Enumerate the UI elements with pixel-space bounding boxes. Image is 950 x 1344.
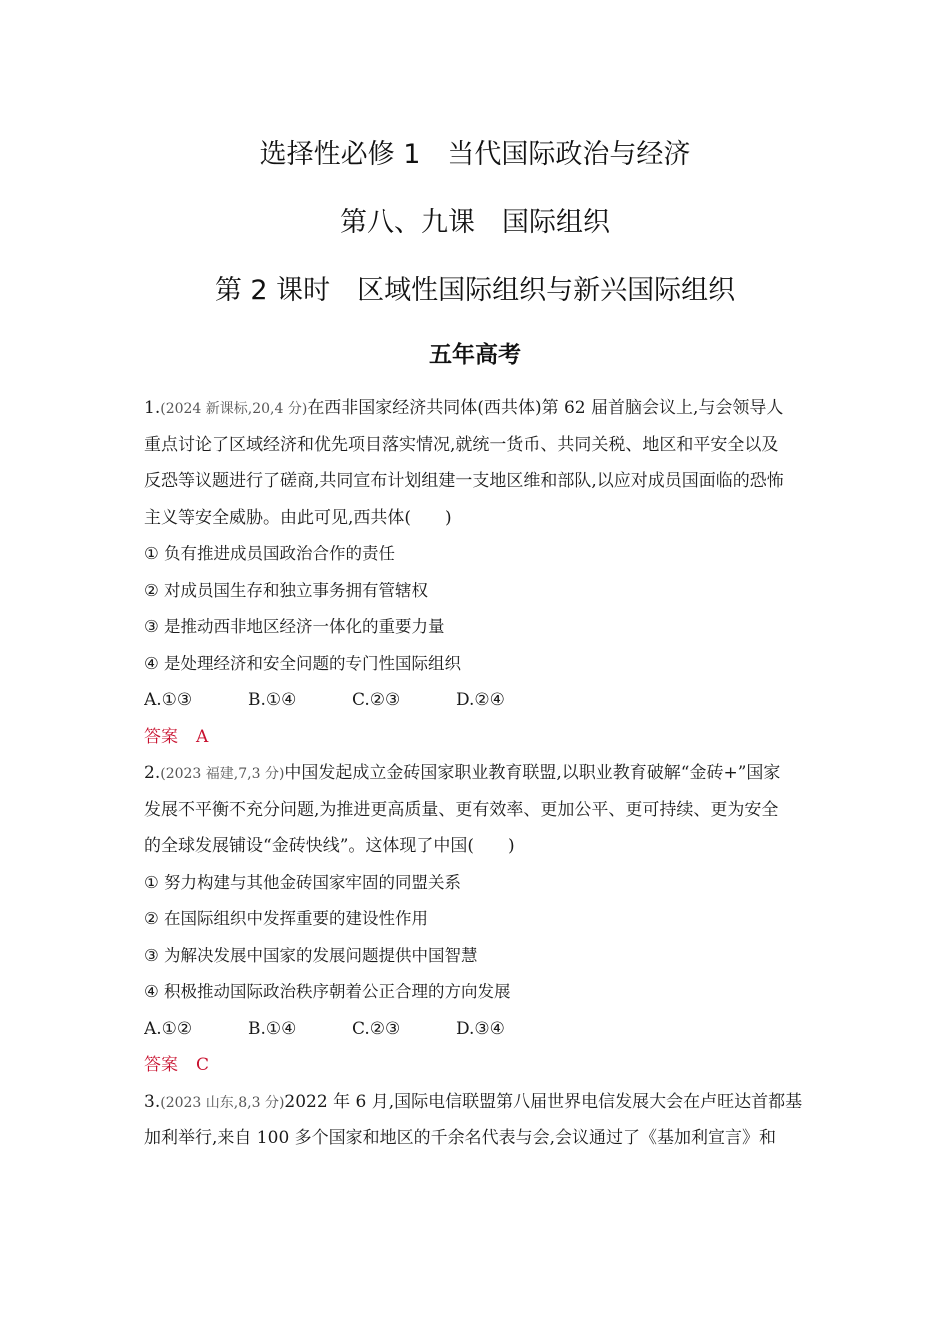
question-1-option-d: D.②④	[456, 690, 505, 710]
question-1-statement: ④ 是处理经济和安全问题的专门性国际组织	[144, 653, 462, 673]
question-1-stem-line: 重点讨论了区域经济和优先项目落实情况,就统一货币、共同关税、地区和平安全以及	[144, 434, 779, 455]
question-2-answer	[144, 1047, 808, 1084]
question-3-source: (2023 山东,8,3 分)	[160, 1094, 285, 1111]
question-2-option-d: D.③④	[456, 1018, 505, 1039]
question-1-source: (2024 新课标,20,4 分)	[160, 401, 308, 417]
question-3-number: 3.	[144, 1091, 161, 1112]
question-2-option-b: B.①④	[248, 1018, 297, 1039]
question-2-option-c: C.②③	[352, 1018, 401, 1039]
question-list	[144, 390, 808, 1157]
session-title: 第 2 课时 区域性国际组织与新兴国际组织	[214, 275, 736, 306]
question-1-statement: ① 负有推进成员国政治合作的责任	[144, 544, 396, 563]
question-2-statement: ③ 为解决发展中国家的发展问题提供中国智慧	[144, 945, 478, 965]
answer-label: 答案	[144, 726, 178, 747]
question-1-stem-line: 反恐等议题进行了磋商,共同宣布计划组建一支地区维和部队,以应对成员国面临的恐怖	[144, 471, 784, 491]
question-2-statement: ④ 积极推动国际政治秩序朝着公正合理的方向发展	[144, 982, 511, 1001]
question-1-stem-line	[144, 390, 808, 427]
question-1-statement: ② 对成员国生存和独立事务拥有管辖权	[144, 580, 429, 600]
question-1-number: 1.	[144, 398, 161, 418]
question-2-number: 2.	[144, 763, 161, 783]
question-2-stem-line: 的全球发展铺设“金砖快线”。这体现了中国( )	[144, 836, 515, 856]
answer-label: 答案	[144, 1055, 178, 1075]
question-1-stem-text: 在西非国家经济共同体(西共体)第 62 届首脑会议上,与会领导人	[307, 398, 784, 418]
answer-value: C	[196, 1055, 210, 1075]
lesson-title: 第八、九课 国际组织	[340, 207, 610, 238]
question-2-stem-line: 发展不平衡不充分问题,为推进更高质量、更有效率、更加公平、更可持续、更为安全	[144, 799, 779, 820]
question-1-options	[144, 682, 808, 719]
question-2-statement: ① 努力构建与其他金砖国家牢固的同盟关系	[144, 872, 462, 892]
question-1-answer	[144, 719, 808, 756]
question-1-statement: ③ 是推动西非地区经济一体化的重要力量	[144, 617, 445, 636]
question-1-option-a: A.①③	[144, 690, 193, 710]
question-2-source: (2023 福建,7,3 分)	[160, 766, 285, 782]
question-2-stem-line	[144, 755, 808, 792]
question-3-stem-line: 加利举行,来自 100 多个国家和地区的千余名代表与会,会议通过了《基加利宣言》和	[144, 1128, 777, 1148]
question-1-option-c: C.②③	[352, 690, 401, 710]
question-2-option-a: A.①②	[144, 1018, 193, 1039]
answer-value: A	[196, 726, 209, 747]
question-3-stem-line	[144, 1084, 808, 1121]
section-heading: 五年高考	[429, 342, 521, 368]
question-2-stem-text: 中国发起成立金砖国家职业教育联盟,以职业教育破解“金砖+”国家	[284, 763, 781, 783]
question-2-options	[144, 1011, 808, 1048]
question-1-option-b: B.①④	[248, 690, 297, 710]
question-3-stem-text: 2022 年 6 月,国际电信联盟第八届世界电信发展大会在卢旺达首都基	[284, 1091, 803, 1112]
question-2-statement: ② 在国际组织中发挥重要的建设性作用	[144, 909, 429, 928]
course-title: 选择性必修 1 当代国际政治与经济	[259, 139, 691, 170]
question-1-stem-line: 主义等安全威胁。由此可见,西共体( )	[144, 507, 452, 528]
